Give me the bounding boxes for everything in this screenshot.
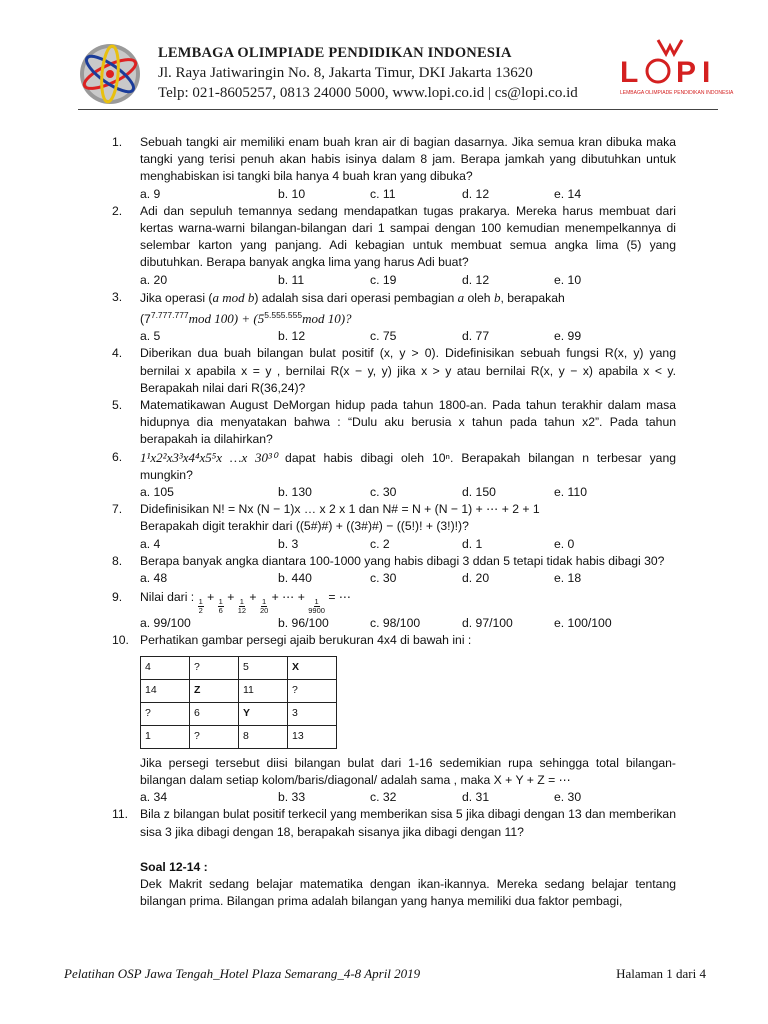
option-a: a. 9 [140,186,161,201]
svg-text:I: I [702,56,711,89]
question-number: 11. [112,807,129,822]
question-number: 7. [112,502,123,517]
option-b: b. 130 [278,485,312,500]
option-d: d. 31 [462,790,490,805]
soal-12-14-section [112,859,676,911]
question-number: 1. [112,135,123,149]
table-row [141,725,337,748]
option-e: e. 10 [554,272,582,287]
option-e: e. 99 [554,329,582,344]
svg-text:LEMBAGA OLIMPIADE PENDIDIKAN I: LEMBAGA OLIMPIADE PENDIDIKAN INDONESIA [620,90,734,96]
option-b: b. 12 [278,329,306,344]
table-row [141,702,337,725]
option-d: d. 12 [462,272,490,287]
question-text [140,501,676,535]
q3-formula-part: mod 100) + (5 [188,311,265,327]
numerator: 1 [198,597,203,607]
option-b: b. 11 [278,272,305,287]
option-a: a. 48 [140,571,168,586]
fraction [308,598,325,615]
question-text: Perhatikan gambar persegi ajaib berukuran 4x4 di bawah ini : [140,633,472,648]
option-c: c. 75 [370,329,397,344]
org-contact: Telp: 021-8605257, 0813 24000 5000, www.lopi.co.id | cs@lopi.co.id [158,85,578,101]
grid-cell: 14 [141,679,190,702]
question-text: Berapa banyak angka diantara 100-1000 yang habis dibagi 3 ddan 5 tetapi tidak habis dibagi 30? [140,553,665,568]
question-number: 5. [112,398,123,413]
q3-mod-expression: a mod b [212,289,255,305]
question-4 [112,345,676,397]
grid-cell: ? [190,725,239,748]
question-3 [112,289,676,346]
answer-options [140,570,676,587]
option-d: d. 12 [462,186,490,201]
question-9 [112,589,676,632]
grid-cell: 8 [239,725,288,748]
answer-options [140,186,676,203]
option-e: e. 0 [554,536,575,551]
question-2 [112,203,676,289]
option-a: a. 105 [140,485,174,500]
grid-cell: Y [239,702,288,725]
grid-cell: X [288,656,337,679]
q3-text-part: , berapakah [500,290,565,305]
grid-cell: ? [141,702,190,725]
q3-text-part: oleh [464,290,494,305]
table-row [141,656,337,679]
grid-cell: 11 [239,679,288,702]
option-e: e. 30 [554,790,582,805]
fraction [260,598,268,615]
numerator: 1 [239,597,244,607]
footer-event: Pelatihan OSP Jawa Tengah_Hotel Plaza Semarang_4-8 April 2019 [64,966,421,981]
answer-options [140,615,676,632]
q6-text: dapat habis dibagi oleh 10ⁿ. Berapakah bilangan n terbesar yang mungkin? [140,450,676,482]
denominator: 2 [198,606,203,616]
option-e: e. 14 [554,186,582,201]
grid-cell: 4 [141,656,190,679]
question-text [140,289,676,328]
fraction [198,598,204,615]
option-a: a. 5 [140,329,161,344]
grid-cell: ? [288,679,337,702]
q3-text-part: Jika operasi ( [140,290,213,305]
answer-options [140,536,676,553]
question-number: 9. [112,590,123,605]
denominator: 20 [259,606,269,616]
denominator: 9900 [308,606,325,616]
question-text [140,449,676,484]
q3-formula [140,312,352,326]
q9-suffix: = ⋯ [324,590,352,605]
option-d: d. 77 [462,329,490,344]
option-c: c. 2 [370,536,390,551]
denominator: 12 [237,606,247,616]
numerator: 1 [218,597,223,607]
option-e: e. 18 [554,571,582,586]
org-address: Jl. Raya Jatiwaringin No. 8, Jakarta Timur, DKI Jakarta 13620 [158,65,533,81]
option-c: c. 32 [370,790,397,805]
question-5 [112,397,676,449]
option-e: e. 100/100 [554,616,612,631]
option-c: c. 30 [370,485,397,500]
letterhead-text [158,43,578,103]
question-text: Sebuah tangki air memiliki enam buah kran air di bagian dasarnya. Jika semua kran dibuka maka tangki yang terisi penuh akan habis isinya dalam 8 jam. Berapa jamkah yang dibutuhkan untuk menghabiskan isi tangki bila hanya 4 buah kran yang dibuka? [140,135,676,184]
option-b: b. 10 [278,186,306,201]
question-1 [112,134,676,203]
numerator: 1 [262,597,267,607]
question-number: 8. [112,553,123,568]
grid-cell: Z [190,679,239,702]
q7-question: Berapakah digit terakhir dari ((5#)#) + ((3#)#) − ((5!)! + (3!)!)? [140,519,469,534]
letterhead [78,36,734,112]
option-d: d. 150 [462,485,496,500]
section-title: Soal 12-14 : [140,859,208,874]
question-11 [112,806,676,840]
q7-definition: Didefinisikan N! = Nx (N − 1)x … x 2 x 1 dan N# = N + (N − 1) + ⋯ + 2 + 1 [140,502,540,517]
fraction [218,598,224,615]
answer-options [140,272,676,289]
grid-cell: 13 [288,725,337,748]
question-10 [112,632,676,806]
question-text: Adi dan sepuluh temannya sedang mendapatkan tugas prakarya. Mereka harus membuat dari kertas warna-warni bilangan-bilangan dari 1 sampai dengan 100 kemudian menempelkannya di selembar karton yang panjang. Adi kebagian untuk membuat semua angka lima (5) yang dibutuhkan. Berapa banyak angka lima yang harus Adi buat? [140,203,676,270]
grid-cell: 5 [239,656,288,679]
question-number: 4. [112,346,123,361]
q3-formula-part: (7 [140,312,151,327]
option-d: d. 1 [462,536,483,551]
option-a: a. 20 [140,272,168,287]
grid-cell: ? [190,656,239,679]
option-a: a. 4 [140,536,161,551]
svg-text:P: P [676,56,697,89]
magic-square-table [140,656,337,749]
question-number: 2. [112,203,123,218]
grid-cell: 3 [288,702,337,725]
question-text: Jika persegi tersebut diisi bilangan bulat dari 1-16 sedemikian rupa sehingga total bilangan-bilangan dalam setiap kolom/baris/diagonal/ adalah sama , maka X + Y + Z = ⋯ [140,755,676,787]
option-c: c. 98/100 [370,616,421,631]
option-b: b. 3 [278,536,299,551]
q3-var-a: a [457,289,465,305]
question-6 [112,449,676,502]
option-c: c. 30 [370,571,397,586]
org-name: LEMBAGA OLIMPIADE PENDIDIKAN INDONESIA [158,45,512,61]
q6-expression: 1¹x2²x3³x4⁴x5⁵x …x 30³⁰ [140,449,278,465]
answer-options [140,328,676,345]
option-c: c. 11 [370,186,396,201]
q3-var-b: b [493,289,501,305]
question-list [112,134,676,910]
atom-logo-icon [78,42,142,106]
question-number: 6. [112,449,123,464]
q3-exponent: 5.555.555 [264,310,303,321]
grid-cell: 6 [190,702,239,725]
answer-options [140,484,676,501]
table-row [141,679,337,702]
answer-options [140,789,676,806]
page-number: Halaman 1 dari 4 [616,966,706,981]
svg-text:L: L [620,56,639,89]
header-rule [78,109,718,110]
option-b: b. 96/100 [278,616,329,631]
q3-formula-part: mod 10)? [302,311,352,327]
q9-prefix: Nilai dari : [140,590,198,605]
grid-cell: 1 [141,725,190,748]
option-b: b. 33 [278,790,306,805]
q3-text-part: ) adalah sisa dari operasi pembagian [254,290,458,305]
question-number: 10. [112,633,129,648]
question-text: Nilai dari : $\frac{1}{2}$ + $\frac{1}{6}$ + $\frac{1}{12}$ + $\frac{1}{20}$ + ⋯ + $\frac{1}{9900}$ = ⋯ [140,590,352,616]
denominator: 6 [218,606,223,616]
question-8 [112,553,676,587]
option-a: a. 34 [140,790,168,805]
q3-exponent: 7.777.777 [150,310,189,321]
question-text: Bila z bilangan bulat positif terkecil yang memberikan sisa 5 jika dibagi dengan 13 dan memberikan sisa 3 jika dibagi dengan 18, berapakah sisanya jika dibagi dengan 11? [140,807,676,839]
lopi-logo-icon [618,38,734,100]
option-e: e. 110 [554,485,587,500]
option-a: a. 99/100 [140,616,191,631]
section-text: Dek Makrit sedang belajar matematika dengan ikan-ikannya. Mereka sedang belajar tentang bilangan prima. Bilangan prima adalah bilangan yang hanya memiliki dua faktor pembagi, [140,876,676,909]
option-d: d. 97/100 [462,616,513,631]
fraction [238,598,246,615]
numerator: 1 [314,597,319,607]
option-b: b. 440 [278,571,312,586]
question-text: Matematikawan August DeMorgan hidup pada tahun 1800-an. Pada tahun terakhir dalam masa hidupnya dia menyatakan bahwa : “Dulu aku berusia x tahun pada tahun x2”. Pada tahun berapakah ia dilahirkan? [140,398,676,447]
question-number: 3. [112,289,123,304]
question-text: Diberikan dua buah bilangan bulat positif (x, y > 0). Didefinisikan sebuah fungsi R(x, y) yang bernilai x apabila x = y , bernilai R(x − y, y) jika x > y atau bernilai R(x, y − x) apabila x < y. Berapakah nilai dari R(36,24)? [140,346,676,395]
option-d: d. 20 [462,571,490,586]
option-c: c. 19 [370,272,397,287]
question-7 [112,501,676,553]
